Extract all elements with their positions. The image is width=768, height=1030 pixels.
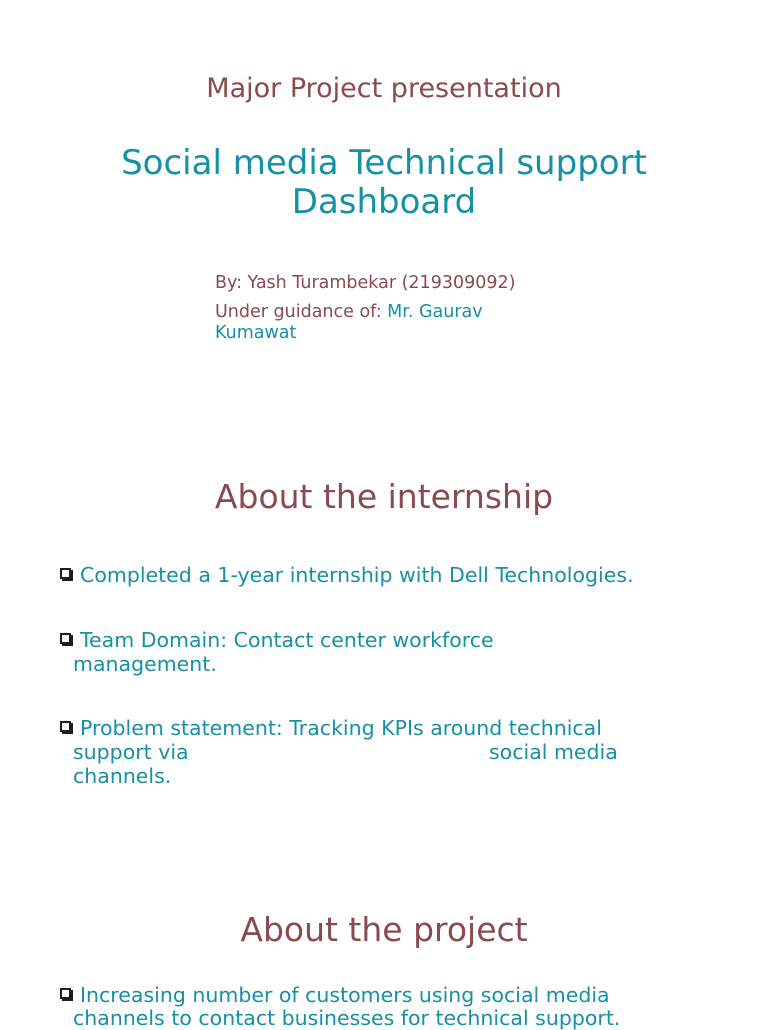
project-bullet-1-cont: channels to contact businesses for technical support. bbox=[73, 1006, 621, 1030]
project-bullet-1 bbox=[60, 983, 610, 1007]
internship-bullet-2 bbox=[60, 628, 494, 652]
page-title bbox=[0, 144, 768, 222]
guidance-line bbox=[215, 302, 483, 323]
subtitle: Major Project presentation bbox=[206, 73, 562, 104]
guidance-label: Under guidance of: bbox=[215, 302, 388, 322]
project-heading: About the project bbox=[240, 910, 528, 949]
guide-name-first: Mr. Gaurav bbox=[387, 302, 483, 322]
checkbox-bullet-icon bbox=[60, 568, 71, 579]
checkbox-bullet-icon bbox=[60, 988, 71, 999]
guide-name-last: Kumawat bbox=[215, 323, 297, 343]
checkbox-bullet-icon bbox=[60, 633, 71, 644]
internship-bullet-1-text: Completed a 1-year internship with Dell Technologies. bbox=[80, 563, 634, 587]
internship-bullet-3-cont-a: support via bbox=[73, 740, 189, 764]
internship-bullet-2-cont: management. bbox=[73, 652, 217, 676]
internship-bullet-2-text: Team Domain: Contact center workforce bbox=[80, 628, 494, 652]
internship-bullet-3-cont-2: channels. bbox=[73, 764, 172, 788]
internship-bullet-3-cont bbox=[73, 740, 693, 764]
internship-bullet-3-cont-b: social media bbox=[489, 740, 618, 764]
internship-bullet-1 bbox=[60, 563, 634, 587]
page-title-line1: Social media Technical support bbox=[121, 143, 647, 183]
internship-bullet-3-text: Problem statement: Tracking KPIs around technical bbox=[80, 716, 602, 740]
internship-bullet-3 bbox=[60, 716, 602, 740]
author-line: By: Yash Turambekar (219309092) bbox=[215, 273, 516, 293]
page-title-line2: Dashboard bbox=[291, 182, 477, 222]
internship-heading: About the internship bbox=[214, 477, 554, 516]
checkbox-bullet-icon bbox=[60, 721, 71, 732]
project-bullet-1-text: Increasing number of customers using social media bbox=[80, 983, 610, 1007]
